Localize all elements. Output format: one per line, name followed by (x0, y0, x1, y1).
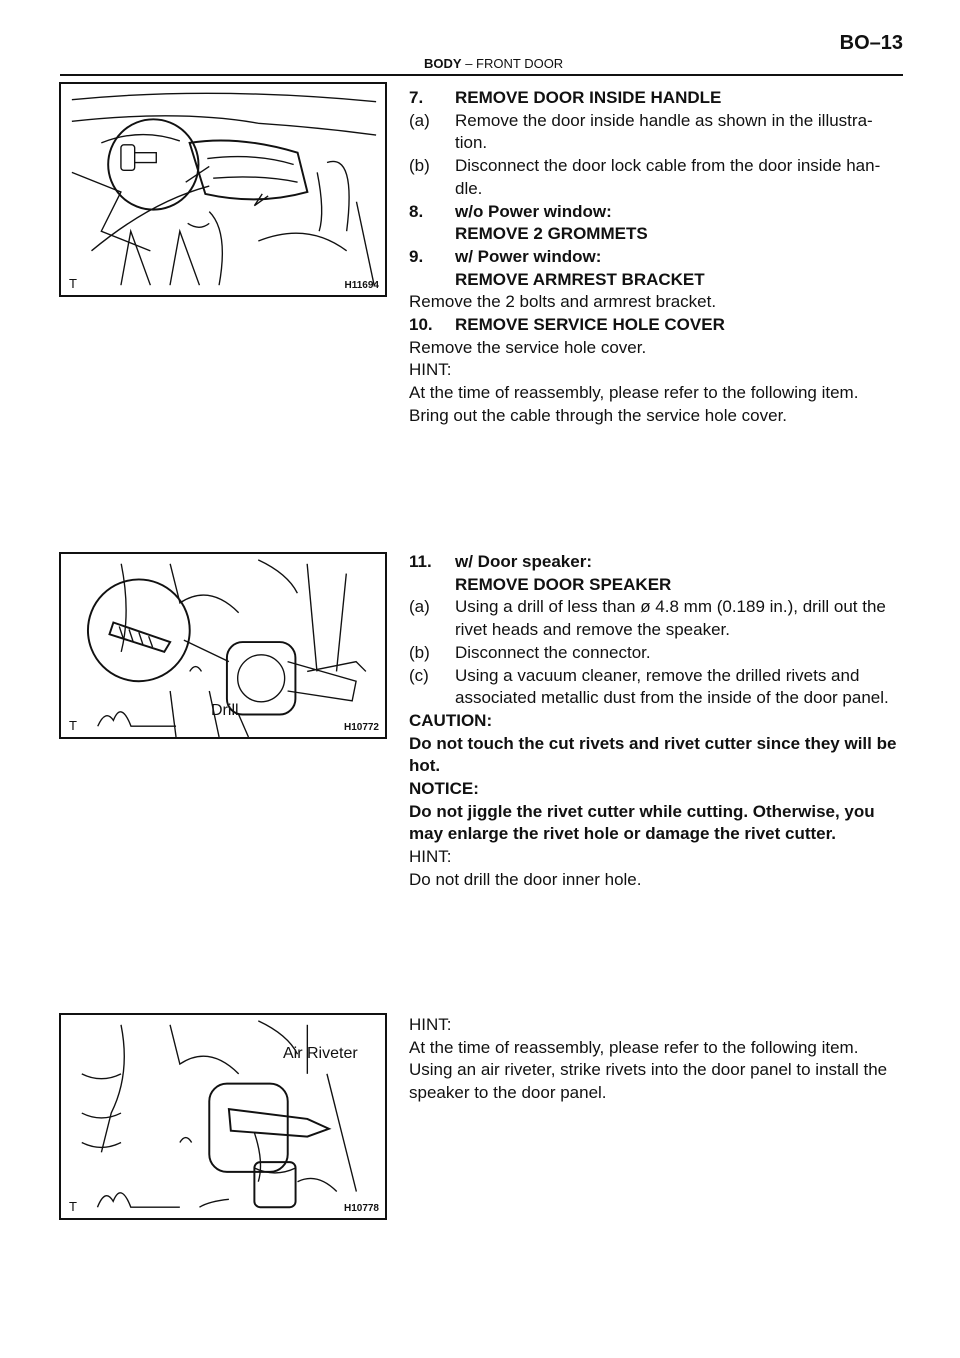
section-name: BODY (424, 56, 462, 71)
page-number: BO–13 (839, 32, 903, 54)
step-11b (409, 642, 904, 665)
hint-text: Do not drill the door inner hole. (409, 869, 642, 889)
drill-label: Drill (211, 702, 239, 719)
substep-text: Disconnect the connector. (455, 642, 651, 662)
step-8-heading (409, 201, 904, 224)
step-text: Remove the service hole cover. (409, 337, 647, 357)
hint-text: Using an air riveter, strike rivets into the door panel to install the speaker to the door panel. (409, 1060, 888, 1103)
substep-text: Using a vacuum cleaner, remove the drilled rivets and associated metallic dust from the inside of the door panel. (455, 665, 889, 708)
hint-text: At the time of reassembly, please refer to the following item. (409, 1037, 859, 1057)
step-11 (409, 551, 904, 892)
figure-code: H10778 (343, 1203, 379, 1214)
step-11a (409, 596, 904, 641)
reassembly-hint (409, 1014, 904, 1105)
step-7a (409, 110, 904, 155)
step-11-heading (409, 551, 904, 574)
step-11c (409, 665, 904, 710)
section-separator: – (465, 56, 473, 71)
section-title (424, 56, 563, 71)
caution-text: Do not touch the cut rivets and rivet cutter since they will be hot. (409, 733, 897, 776)
step-7-heading (409, 87, 904, 110)
step-title: REMOVE 2 GROMMETS (455, 224, 648, 244)
substep-label: (c) (409, 665, 429, 685)
hint-text: Bring out the cable through the service hole cover. (409, 405, 788, 425)
step-number: 8. (409, 201, 424, 221)
figure-drill-speaker (59, 552, 387, 739)
substep-text: Remove the door inside handle as shown in the illustra-tion. (455, 110, 873, 153)
substep-text: Disconnect the door lock cable from the door inside han-dle. (455, 156, 881, 198)
step-condition: w/ Power window: (455, 246, 602, 266)
air-riveter-label: Air Riveter (283, 1045, 358, 1062)
step-number: 7. (409, 88, 424, 107)
notice-text: Do not jiggle the rivet cutter while cutting. Otherwise, you may enlarge the rivet hole or damage the rivet cutter. (409, 801, 875, 844)
hint-text: At the time of reassembly, please refer to the following item. (409, 383, 859, 403)
substep-label: (b) (409, 156, 430, 176)
step-7b (409, 155, 904, 200)
hint-label: HINT: (409, 847, 452, 867)
step-condition: w/o Power window: (455, 201, 612, 221)
door-handle-illustration (61, 84, 385, 295)
figure-mark: T (69, 718, 77, 733)
caution-label: CAUTION: (409, 710, 493, 730)
step-9-heading (409, 246, 904, 269)
figure-code: H10772 (343, 722, 379, 733)
header-rule (60, 74, 903, 76)
step-condition: w/ Door speaker: (455, 552, 592, 571)
step-10-heading (409, 314, 904, 337)
substep-label: (a) (409, 110, 430, 130)
step-text: Remove the 2 bolts and armrest bracket. (409, 292, 717, 312)
step-title: REMOVE DOOR SPEAKER (455, 574, 672, 594)
figure-mark: T (69, 1199, 77, 1214)
step-number: 11. (409, 552, 432, 571)
step-title: REMOVE SERVICE HOLE COVER (455, 315, 725, 335)
step-number: 10. (409, 315, 433, 335)
substep-label: (a) (409, 597, 430, 617)
step-title: REMOVE DOOR INSIDE HANDLE (455, 88, 722, 107)
steps-7-to-10 (409, 87, 904, 428)
hint-label: HINT: (409, 1015, 452, 1034)
figure-mark: T (69, 276, 77, 291)
substep-text: Using a drill of less than ø 4.8 mm (0.189 in.), drill out the rivet heads and remove the speaker. (455, 597, 886, 640)
step-title: REMOVE ARMREST BRACKET (455, 269, 705, 289)
figure-code: H11694 (344, 280, 379, 291)
substep-label: (b) (409, 642, 430, 662)
step-number: 9. (409, 246, 424, 266)
subsection-name: FRONT DOOR (476, 56, 564, 71)
page-header (60, 32, 903, 76)
figure-door-inside-handle (59, 82, 387, 297)
notice-label: NOTICE: (409, 779, 479, 799)
figure-air-riveter (59, 1013, 387, 1220)
hint-label: HINT: (409, 360, 452, 380)
